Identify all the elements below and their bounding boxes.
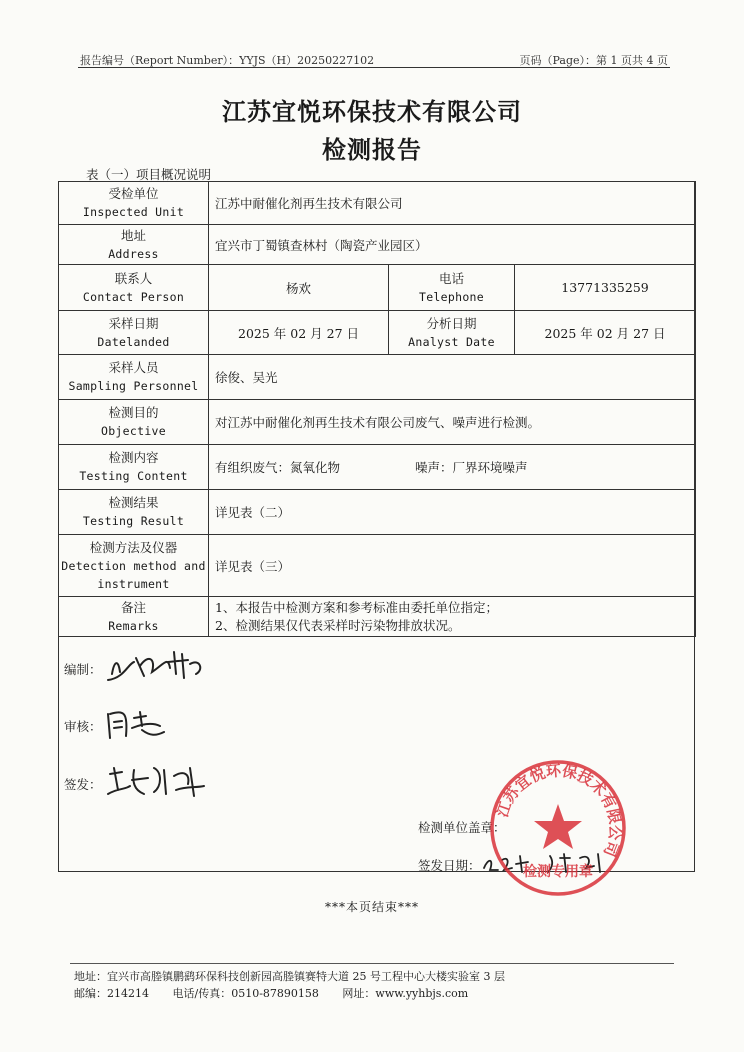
telephone-value: 13771335259 [515, 265, 696, 311]
label-inspected-unit: 受检单位 Inspected Unit [59, 182, 209, 225]
footer-address: 地址：宜兴市高塍镇鹏鹞环保科技创新园高塍镇赛特大道 25 号工程中心大楼实验室 3 层 [74, 970, 505, 983]
inspected-unit-value: 江苏中耐催化剂再生技术有限公司 [209, 182, 696, 225]
svg-text:检测专用章: 检测专用章 [523, 864, 593, 880]
document-title: 检测报告 [322, 135, 422, 164]
issued-by-label: 签发： [64, 777, 102, 792]
footer-website: 网址：www.yyhbjs.com [342, 987, 469, 1000]
objective-value: 对江苏中耐催化剂再生技术有限公司废气、噪声进行检测。 [209, 400, 696, 445]
table-row [59, 225, 696, 265]
footer-postcode: 邮编：214214 [74, 987, 149, 1000]
label-objective: 检测目的 Objective [59, 400, 209, 445]
table-row [59, 355, 696, 400]
label-testing-result: 检测结果 Testing Result [59, 490, 209, 535]
page-indicator: 页码（Page）：第 1 页共 4 页 [519, 54, 668, 67]
reviewer-signature [102, 706, 172, 742]
testing-result-value: 详见表（二） [209, 490, 696, 535]
project-overview-table [58, 181, 696, 637]
table-row [59, 597, 696, 637]
company-title: 江苏宜悦环保技术有限公司 [222, 97, 522, 126]
sampling-personnel-value: 徐俊、吴光 [209, 355, 696, 400]
label-address: 地址 Address [59, 225, 209, 265]
label-sampling-date: 采样日期 Datelanded [59, 311, 209, 355]
table-row [59, 445, 696, 490]
analyst-date-value: 2025 年 02 月 27 日 [515, 311, 696, 355]
official-seal-stamp [488, 758, 628, 898]
label-sampling-personnel: 采样人员 Sampling Personnel [59, 355, 209, 400]
issue-date-label: 签发日期： [418, 858, 481, 873]
table-row [59, 182, 696, 225]
footer-phone: 电话/传真：0510-87890158 [172, 987, 319, 1000]
compiled-by-label: 编制： [64, 662, 102, 677]
table-row [59, 311, 696, 355]
table-row [59, 265, 696, 311]
detection-method-value: 详见表（三） [209, 535, 696, 597]
label-testing-content: 检测内容 Testing Content [59, 445, 209, 490]
sampling-date-value: 2025 年 02 月 27 日 [209, 311, 389, 355]
footer-divider [70, 963, 674, 964]
label-contact-person: 联系人 Contact Person [59, 265, 209, 311]
remarks-value: 1、本报告中检测方案和参考标准由委托单位指定； 2、检测结果仅代表采样时污染物排放状况。 [209, 597, 696, 637]
footer-contact [74, 985, 488, 1001]
table-row [59, 535, 696, 597]
header-divider [78, 67, 670, 68]
table-row [59, 490, 696, 535]
stamp-label: 检测单位盖章： [418, 820, 506, 835]
issuer-signature [104, 760, 214, 802]
label-analyst-date: 分析日期 Analyst Date [389, 311, 515, 355]
address-value: 宜兴市丁蜀镇查林村（陶瓷产业园区） [209, 225, 696, 265]
contact-person-value: 杨欢 [209, 265, 389, 311]
compiler-signature [104, 644, 214, 684]
page-end-marker: ***本页结束*** [324, 900, 419, 914]
report-number: 报告编号（Report Number）：YYJS（H）20250227102 [80, 54, 375, 67]
label-detection-method: 检测方法及仪器 Detection method and instrument [59, 535, 209, 597]
label-telephone: 电话 Telephone [389, 265, 515, 311]
testing-content-value: 有组织废气：氮氧化物 噪声：厂界环境噪声 [209, 445, 696, 490]
table-caption: 表（一）项目概况说明 [86, 167, 212, 182]
reviewed-by-label: 审核： [64, 719, 102, 734]
label-remarks: 备注 Remarks [59, 597, 209, 637]
table-row [59, 400, 696, 445]
svg-text:江苏宜悦环保技术有限公司: 江苏宜悦环保技术有限公司 [493, 761, 625, 860]
